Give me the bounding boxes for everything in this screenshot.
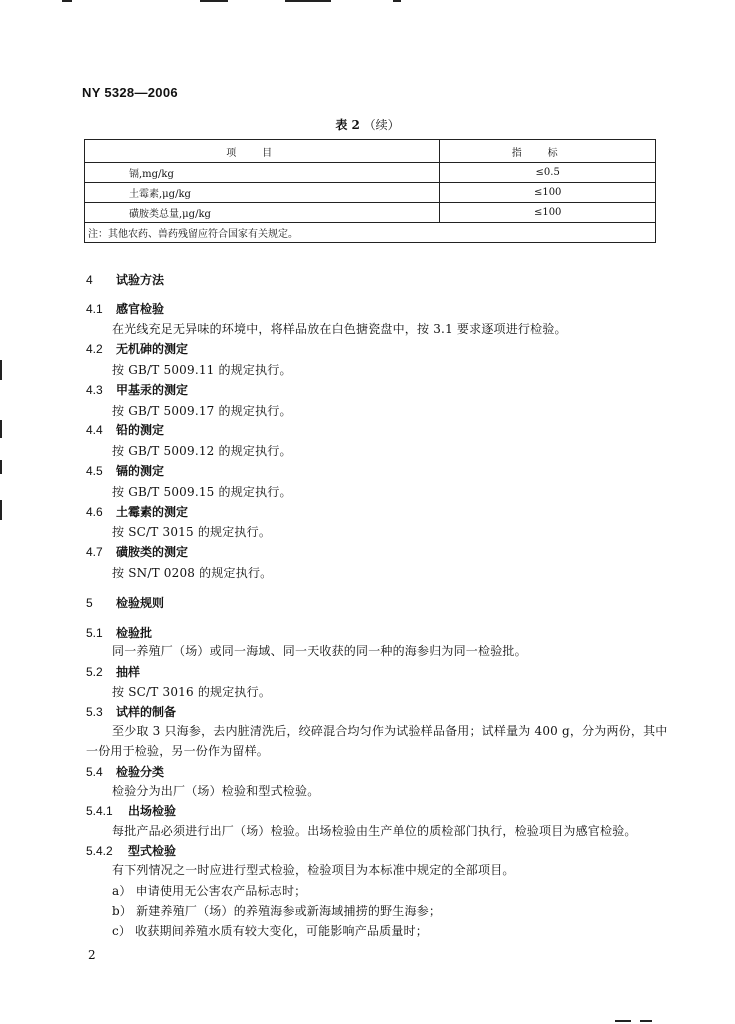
section-number: 4.5 <box>86 464 103 478</box>
column-header-item: 项目 <box>85 140 440 163</box>
section-title: 试验方法 <box>116 273 165 287</box>
paragraph: 至少取 3 只海参，去内脏清洗后，绞碎混合均匀作为试验样品备用；试样量为 400 g，分为两份，其中 <box>112 724 668 738</box>
subsection-heading <box>86 663 140 680</box>
subsection-heading <box>86 624 152 641</box>
section-title: 检验规则 <box>116 596 165 610</box>
table-note-row <box>85 223 656 243</box>
scan-mark <box>0 460 2 474</box>
section-title: 铅的测定 <box>116 423 165 437</box>
subsection-heading <box>86 381 188 398</box>
paragraph: 每批产品必须进行出厂（场）检验。出场检验由生产单位的质检部门执行，检验项目为感官检验。 <box>112 824 637 838</box>
paragraph: 按 GB/T 5009.17 的规定执行。 <box>112 404 292 418</box>
scan-mark <box>640 1020 652 1022</box>
page-number: 2 <box>88 948 96 962</box>
section-number: 4.3 <box>86 383 103 397</box>
section-number: 5.1 <box>86 626 103 640</box>
paragraph: 同一养殖厂（场）或同一海域、同一天收获的同一种的海参归为同一检验批。 <box>112 644 527 658</box>
table-note: 注：其他农药、兽药残留应符合国家有关规定。 <box>85 223 656 243</box>
subsection-heading <box>86 300 164 317</box>
subsection-heading <box>86 842 176 859</box>
paragraph: 按 GB/T 5009.15 的规定执行。 <box>112 485 292 499</box>
section-number: 4.7 <box>86 545 103 559</box>
table-cell-item: 土霉素,μg/kg <box>85 183 440 203</box>
scan-mark <box>285 0 331 2</box>
table-cell-value: ≤100 <box>440 203 656 223</box>
section-title: 甲基汞的测定 <box>116 383 189 397</box>
subsection-heading <box>86 763 164 780</box>
section-number: 4.6 <box>86 505 103 519</box>
section-number: 4.1 <box>86 302 103 316</box>
section-number: 5.4.2 <box>86 844 113 858</box>
paragraph: 在光线充足无异味的环境中，将样品放在白色搪瓷盘中，按 3.1 要求逐项进行检验。 <box>112 322 567 336</box>
subsection-heading <box>86 462 164 479</box>
section-title: 镉的测定 <box>116 464 165 478</box>
subsection-heading <box>86 802 176 819</box>
subsection-heading <box>86 543 188 560</box>
table-caption-label: 表 2 <box>335 118 360 132</box>
paragraph-continued: 一份用于检验，另一份作为留样。 <box>86 744 270 758</box>
section-title: 感官检验 <box>116 302 165 316</box>
section-number: 5.4 <box>86 765 103 779</box>
section-title: 抽样 <box>116 665 141 679</box>
scan-mark <box>200 0 228 2</box>
section-heading <box>86 594 164 611</box>
section-heading <box>86 271 164 288</box>
subsection-heading <box>86 421 164 438</box>
section-number: 5 <box>86 596 93 610</box>
scan-mark <box>393 0 401 2</box>
subsection-heading <box>86 503 188 520</box>
section-number: 4 <box>86 273 93 287</box>
column-header-value: 指标 <box>440 140 656 163</box>
section-title: 检验批 <box>116 626 153 640</box>
spec-table <box>84 139 656 243</box>
list-item: a） 申请使用无公害农产品标志时； <box>112 884 307 898</box>
subsection-heading <box>86 340 188 357</box>
scan-mark <box>62 0 72 2</box>
list-item: b） 新建养殖厂（场）的养殖海参或新海域捕捞的野生海参； <box>112 904 442 918</box>
scan-mark <box>0 360 2 380</box>
table-cell-value: ≤100 <box>440 183 656 203</box>
scan-mark <box>0 420 2 438</box>
section-number: 5.4.1 <box>86 804 113 818</box>
table-caption <box>0 116 735 133</box>
table-header-row <box>85 140 656 163</box>
paragraph: 按 GB/T 5009.11 的规定执行。 <box>112 363 292 377</box>
table-caption-continued: （续） <box>363 118 400 132</box>
list-item: c） 收获期间养殖水质有较大变化，可能影响产品质量时； <box>112 924 428 938</box>
paragraph: 有下列情况之一时应进行型式检验，检验项目为本标准中规定的全部项目。 <box>112 863 515 877</box>
scan-mark <box>615 1020 631 1022</box>
section-number: 4.4 <box>86 423 103 437</box>
section-number: 4.2 <box>86 342 103 356</box>
section-title: 无机砷的测定 <box>116 342 189 356</box>
section-title: 出场检验 <box>128 804 177 818</box>
table-row <box>85 203 656 223</box>
table-cell-item: 磺胺类总量,μg/kg <box>85 203 440 223</box>
section-title: 试样的制备 <box>116 705 177 719</box>
section-number: 5.3 <box>86 705 103 719</box>
section-title: 磺胺类的测定 <box>116 545 189 559</box>
section-title: 型式检验 <box>128 844 177 858</box>
document-code: NY 5328—2006 <box>82 85 178 100</box>
paragraph: 按 SC/T 3016 的规定执行。 <box>112 685 272 699</box>
table-cell-value: ≤0.5 <box>440 163 656 183</box>
subsection-heading <box>86 703 176 720</box>
scan-mark <box>0 500 2 520</box>
section-number: 5.2 <box>86 665 103 679</box>
section-title: 检验分类 <box>116 765 165 779</box>
paragraph: 按 SN/T 0208 的规定执行。 <box>112 566 273 580</box>
table-row <box>85 183 656 203</box>
paragraph: 检验分为出厂（场）检验和型式检验。 <box>112 784 320 798</box>
paragraph: 按 GB/T 5009.12 的规定执行。 <box>112 444 292 458</box>
table-row <box>85 163 656 183</box>
section-title: 土霉素的测定 <box>116 505 189 519</box>
table-cell-item: 镉,mg/kg <box>85 163 440 183</box>
paragraph: 按 SC/T 3015 的规定执行。 <box>112 525 272 539</box>
